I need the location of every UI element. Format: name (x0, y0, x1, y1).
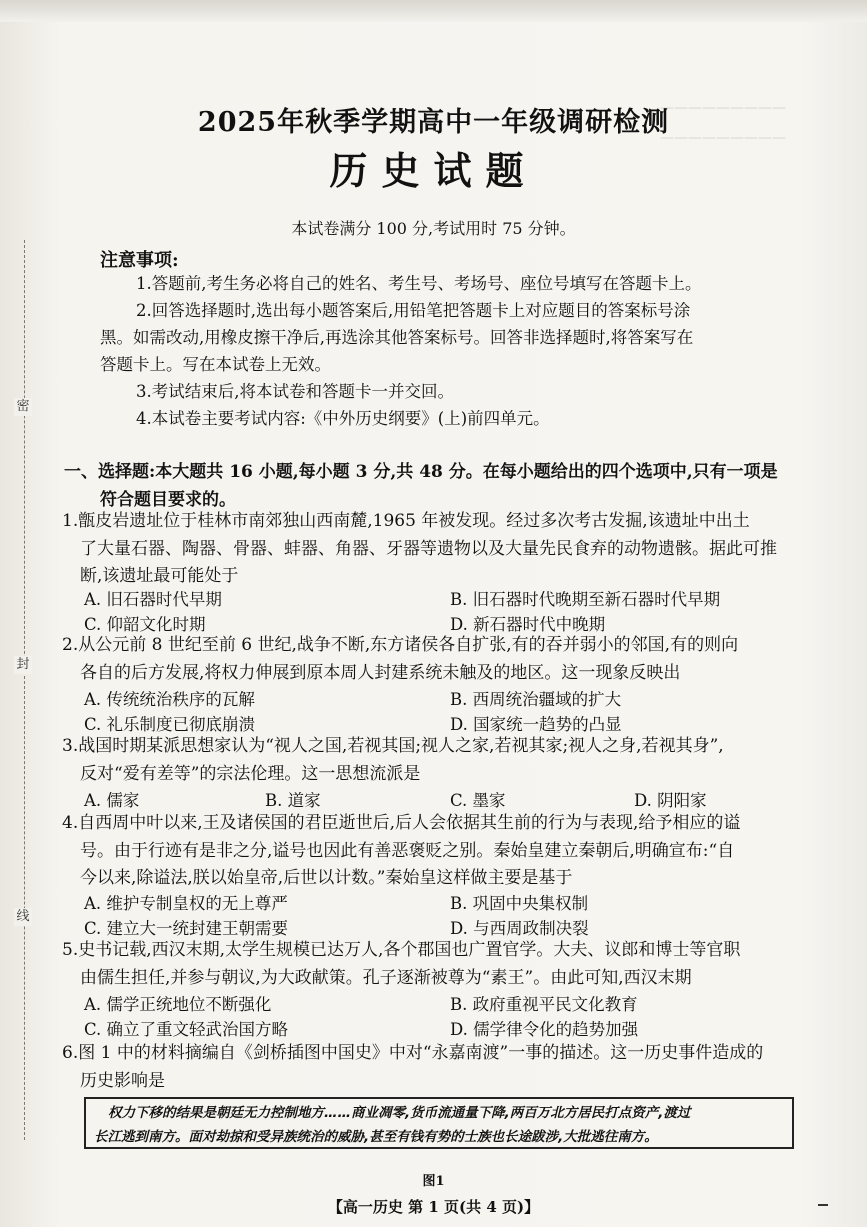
question-text: 5.史书记载,西汉末期,太学生规模已达万人,各个郡国也广置官学。大夫、议郎和博士等官职 (62, 940, 741, 960)
option-1d: D. 新石器时代中晚期 (450, 615, 606, 634)
question-3 (62, 733, 724, 788)
option-1b: B. 旧石器时代晚期至新石器时代早期 (450, 590, 721, 609)
section-heading-line: 符合题目要求的。 (100, 490, 236, 510)
question-6 (62, 1040, 763, 1095)
notice-line: 1.答题前,考生务必将自己的姓名、考生号、考场号、座位号填写在答题卡上。 (136, 274, 702, 293)
question-text: 1.甑皮岩遗址位于桂林市南郊独山西南麓,1965 年被发现。经过多次考古发掘,该遗址中出土 (62, 511, 750, 531)
question-4 (62, 810, 740, 893)
option-5b: B. 政府重视平民文化教育 (450, 995, 638, 1014)
question-text: 断,该遗址最可能处于 (80, 566, 239, 586)
question-text: 反对“爱有差等”的宗法伦理。这一思想流派是 (80, 763, 421, 784)
option-3d: D. 阴阳家 (634, 791, 707, 810)
binding-line (24, 240, 25, 1140)
exam-info: 本试卷满分 100 分,考试用时 75 分钟。 (291, 219, 576, 238)
option-1a: A. 旧石器时代早期 (84, 590, 222, 609)
question-text: 历史影响是 (80, 1070, 165, 1091)
scan-top-shadow (0, 0, 867, 22)
figure-caption: 图1 (422, 1174, 445, 1189)
question-text: 6.图 1 中的材料摘编自《剑桥插图中国史》中对“永嘉南渡”一事的描述。这一历史事件造成的 (62, 1043, 764, 1063)
notice-line: 4.本试卷主要考试内容:《中外历史纲要》(上)前四单元。 (136, 409, 550, 428)
option-1c: C. 仰韶文化时期 (84, 615, 206, 634)
question-text: 号。由于行迹有是非之分,谥号也因此有善恶褒贬之别。秦始皇建立秦朝后,明确宣布:“自 (80, 840, 735, 861)
subject-title: 历史试题 (329, 148, 538, 193)
notice-line: 黑。如需改动,用橡皮擦干净后,再选涂其他答案标号。回答非选择题时,将答案写在 (100, 328, 694, 347)
corner-mark (818, 1204, 828, 1206)
option-4a: A. 维护专制皇权的无上尊严 (84, 894, 288, 913)
figure-quote-line: 长江逃到南方。面对劫掠和受异族统治的威胁,甚至有钱有势的士族也长途跋涉,大批逃往南方。 (94, 1129, 658, 1145)
seal-mark-xian: 线 (14, 908, 32, 926)
option-2b: B. 西周统治疆域的扩大 (450, 690, 622, 709)
option-5d: D. 儒学律令化的趋势加强 (450, 1020, 639, 1039)
seal-mark-feng: 封 (14, 656, 32, 674)
section-heading (64, 458, 778, 514)
figure-quote-line: 权力下移的结果是朝廷无力控制地方……商业凋零,货币流通量下降,两百万北方居民打点资产,渡过 (108, 1105, 691, 1121)
question-text: 各自的后方发展,将权力伸展到原本周人封建系统未触及的地区。这一现象反映出 (80, 662, 681, 683)
option-3b: B. 道家 (265, 791, 321, 810)
question-text: 3.战国时期某派思想家认为“视人之国,若视其国;视人之家,若视其家;视人之身,若视其身”, (62, 736, 724, 756)
page-footer: 【高一历史 第 1 页(共 4 页)】 (327, 1198, 540, 1216)
option-4b: B. 巩固中央集权制 (450, 894, 589, 913)
option-4c: C. 建立大一统封建王朝需要 (84, 919, 289, 938)
option-2c: C. 礼乐制度已彻底崩溃 (84, 715, 256, 734)
question-1 (62, 508, 777, 591)
option-3c: C. 墨家 (450, 791, 506, 810)
exam-title: 2025年秋季学期高中一年级调研检测 (197, 107, 670, 138)
notice-heading: 注意事项: (100, 250, 179, 271)
question-text: 2.从公元前 8 世纪至前 6 世纪,战争不断,东方诸侯各自扩张,有的吞并弱小的邻国,有的则向 (62, 635, 739, 655)
question-2 (62, 632, 738, 687)
notice-line: 2.回答选择题时,选出每小题答案后,用铅笔把答题卡上对应题目的答案标号涂 (136, 301, 691, 320)
question-text: 今以来,除谥法,朕以始皇帝,后世以计数。”秦始皇这样做主要是基于 (80, 868, 573, 888)
option-5c: C. 确立了重文轻武治国方略 (84, 1020, 289, 1039)
seal-mark-mi: 密 (14, 398, 32, 416)
question-5 (62, 937, 740, 992)
notice-line: 答题卡上。写在本试卷上无效。 (100, 355, 331, 374)
section-heading-line: 一、选择题:本大题共 16 小题,每小题 3 分,共 48 分。在每小题给出的四个选项中,只有一项是 (64, 462, 778, 482)
option-2d: D. 国家统一趋势的凸显 (450, 715, 622, 734)
question-text: 由儒生担任,并参与朝议,为大政献策。孔子逐渐被尊为“素王”。由此可知,西汉末期 (80, 967, 692, 988)
question-text: 了大量石器、陶器、骨器、蚌器、角器、牙器等遗物以及大量先民食弃的动物遗骸。据此可推 (80, 538, 777, 559)
bleed-through-text: ————————— (660, 130, 786, 146)
option-4d: D. 与西周政制决裂 (450, 919, 589, 938)
notice-line: 3.考试结束后,将本试卷和答题卡一并交回。 (136, 382, 454, 401)
option-5a: A. 儒学正统地位不断强化 (84, 995, 272, 1014)
bleed-through-text: ————————— (660, 100, 786, 116)
figure-1-quote-box (84, 1097, 794, 1149)
option-2a: A. 传统统治秩序的瓦解 (84, 690, 255, 709)
question-text: 4.自西周中叶以来,王及诸侯国的君臣逝世后,后人会依据其生前的行为与表现,给予相应的谥 (62, 813, 741, 833)
option-3a: A. 儒家 (84, 791, 140, 810)
